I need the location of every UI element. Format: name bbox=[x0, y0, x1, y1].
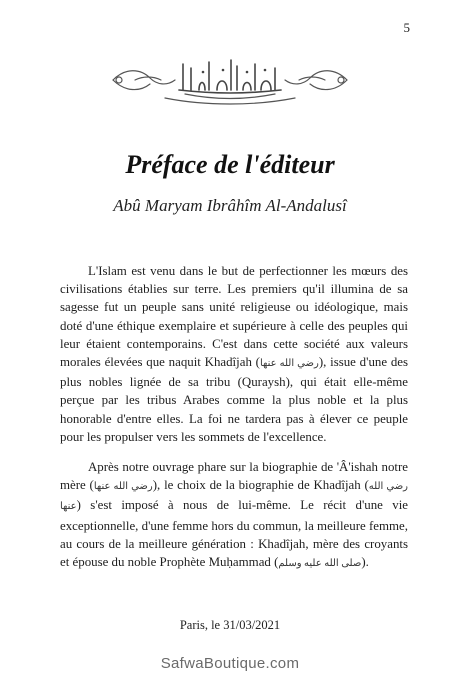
author-name: Abû Maryam Ibrâhîm Al-Andalusî bbox=[113, 196, 347, 215]
basmala-calligraphy-ornament-icon bbox=[105, 50, 355, 110]
paragraph bbox=[60, 458, 408, 573]
paragraph bbox=[60, 262, 408, 446]
watermark: SafwaBoutique.com bbox=[160, 655, 300, 672]
paragraph-text: ). bbox=[361, 555, 369, 570]
page-title: Préface de l'éditeur bbox=[125, 150, 335, 179]
honorific-phrase: صلى الله عليه وسلم bbox=[278, 558, 362, 570]
paragraph-text: ) s'est imposé à nous de lui-même. Le récit d'une vie exceptionnelle, d'une femme hors du commun, la meilleure femme, au cours de la meilleure génération : Khadîjah, mère des croyants et épouse du noble Prophète Muḥammad ( bbox=[60, 498, 408, 570]
page-number: 5 bbox=[403, 20, 410, 35]
paragraph-text: ), issue d'une des plus nobles lignée de sa tribu (Quraysh), qui était elle-même perçue par les tribus Arabes comme la plus noble et la plus honorable d'entre elles. La foi ne tardera pas à élever ce peuple pour les propulser vers les sommets de l'excellence. bbox=[60, 355, 409, 444]
paragraph-text: Après notre ouvrage phare sur la biographie de 'Â'ishah notre mère ( bbox=[60, 460, 408, 493]
honorific-phrase: رضي الله عنها bbox=[93, 481, 153, 493]
paragraph-text: ), le choix de la biographie de Khadîjah ( bbox=[152, 478, 369, 493]
place-date: Paris, le 31/03/2021 bbox=[179, 618, 281, 632]
honorific-phrase: رضي الله عنها bbox=[259, 358, 319, 370]
preface-body bbox=[60, 262, 408, 585]
paragraph-text: L'Islam est venu dans le but de perfectionner les mœurs des civilisations établies sur terre. Les premiers qu'il illumina de sa sagesse fut un peuple sans unité religieuse ou idéologique, mais doté d'une éthique exemplaire et supérieure à celle des peuples qui leur étaient contemporains. C'est dans cette société aux valeurs morales élevées que naquit Khadîjah ( bbox=[60, 264, 408, 370]
honorific-phrase: رضي الله عنها bbox=[60, 481, 409, 513]
